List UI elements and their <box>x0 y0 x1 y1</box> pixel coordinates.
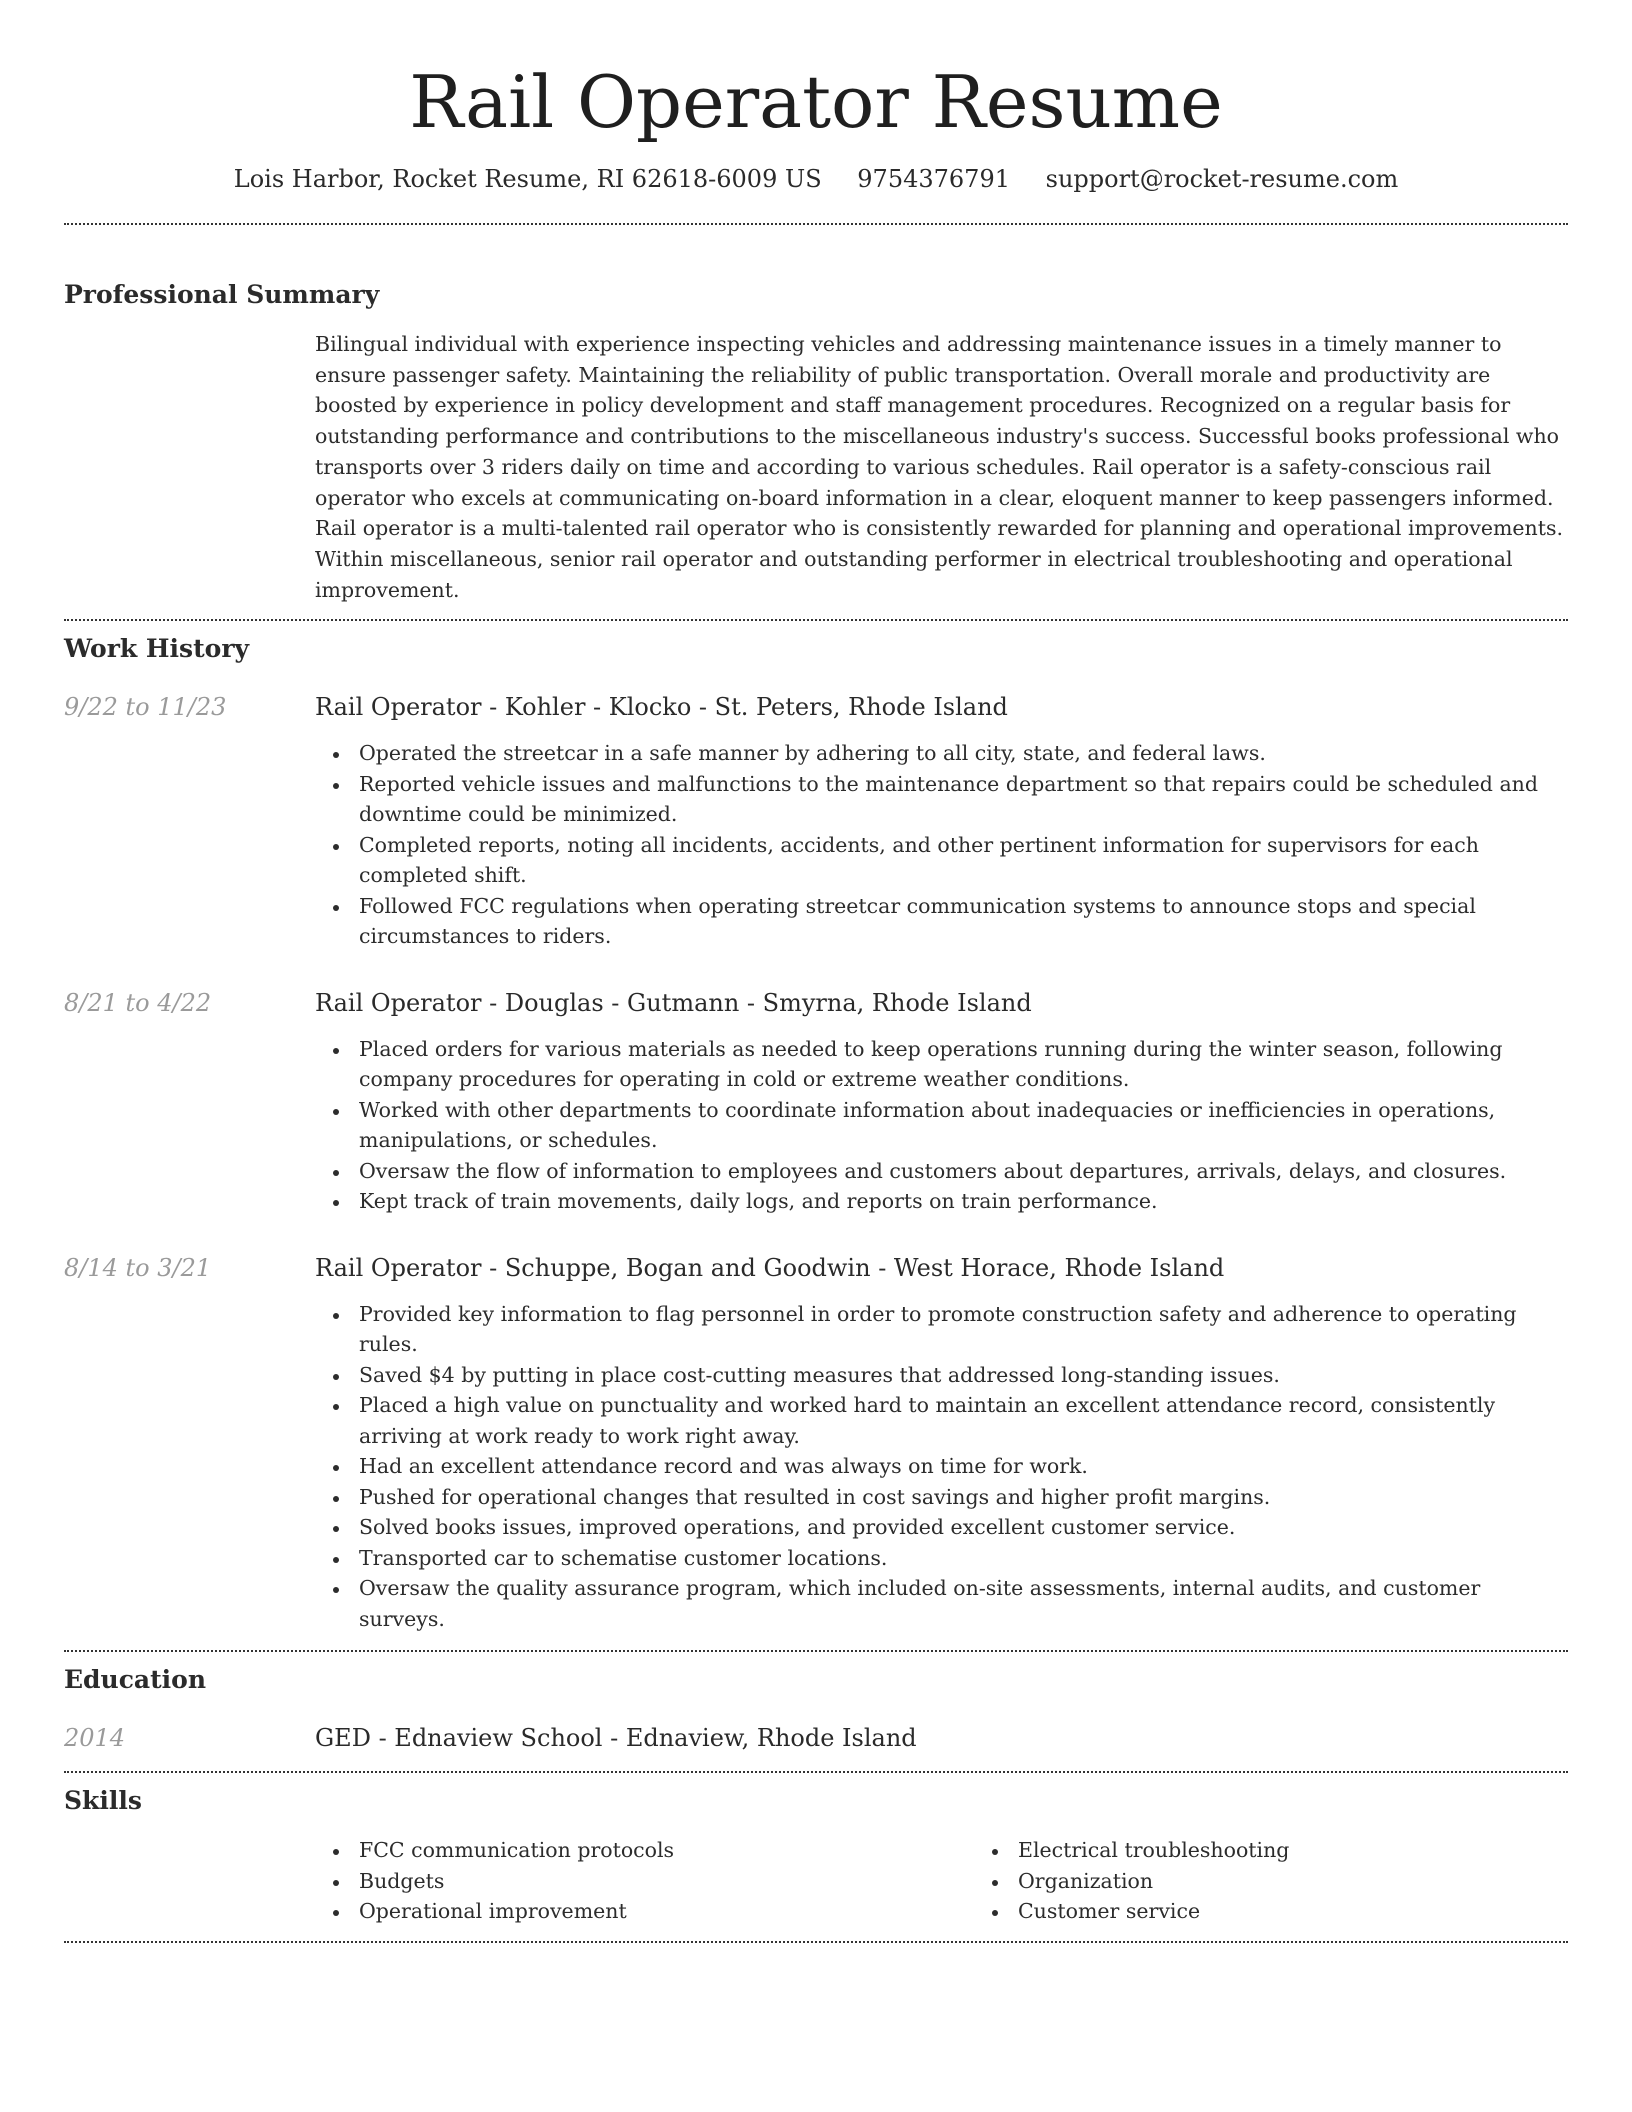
skill-item: Operational improvement <box>359 1896 974 1927</box>
skill-item: Customer service <box>1018 1896 1632 1927</box>
job-bullets <box>315 738 1568 952</box>
job-bullet: Oversaw the quality assurance program, which included on-site assessments, internal audits, and customer surveys. <box>359 1573 1568 1634</box>
contact-address: Lois Harbor, Rocket Resume, RI 62618-6009 US <box>233 165 822 193</box>
job-bullet: Solved books issues, improved operations, and provided excellent customer service. <box>359 1512 1568 1543</box>
section-divider <box>64 1771 1568 1773</box>
job-bullet: Pushed for operational changes that resulted in cost savings and higher profit margins. <box>359 1482 1568 1513</box>
skills-section <box>64 1784 1568 1927</box>
contact-email: support@rocket-resume.com <box>1045 165 1399 193</box>
resume-page <box>64 0 1568 1943</box>
skills-list-right <box>974 1835 1632 1927</box>
summary-section <box>64 278 1568 605</box>
education-section <box>64 1663 1568 1755</box>
contact-line <box>64 162 1568 196</box>
job-bullet: Placed orders for various materials as needed to keep operations running during the winter season, following company procedures for operating in cold or extreme weather conditions. <box>359 1034 1568 1095</box>
skills-list-left <box>315 1835 974 1927</box>
job-entry <box>64 986 1568 1217</box>
job-dates: 8/14 to 3/21 <box>64 1253 212 1282</box>
job-title: Rail Operator - Douglas - Gutmann - Smyrna, Rhode Island <box>315 988 1032 1017</box>
job-bullet: Saved $4 by putting in place cost-cutting measures that addressed long-standing issues. <box>359 1360 1568 1391</box>
skill-item: Organization <box>1018 1866 1632 1897</box>
job-bullet: Placed a high value on punctuality and worked hard to maintain an excellent attendance record, consistently arriving at work ready to work right away. <box>359 1390 1568 1451</box>
job-bullet: Kept track of train movements, daily logs, and reports on train performance. <box>359 1186 1568 1217</box>
work-history-section <box>64 632 1568 1634</box>
page-title: Rail Operator Resume <box>409 60 1223 144</box>
skills-heading: Skills <box>64 1786 142 1816</box>
skill-item: FCC communication protocols <box>359 1835 974 1866</box>
section-divider <box>64 223 1568 225</box>
job-bullet: Reported vehicle issues and malfunctions to the maintenance department so that repairs could be scheduled and downtime could be minimized. <box>359 769 1568 830</box>
job-bullet: Completed reports, noting all incidents, accidents, and other pertinent information for supervisors for each completed shift. <box>359 830 1568 891</box>
contact-phone: 9754376791 <box>857 165 1010 193</box>
skill-item: Electrical troubleshooting <box>1018 1835 1632 1866</box>
work-history-heading: Work History <box>64 634 250 664</box>
skill-item: Budgets <box>359 1866 974 1897</box>
job-entry <box>64 1251 1568 1635</box>
job-bullets <box>315 1299 1568 1635</box>
section-divider <box>64 1941 1568 1943</box>
section-divider <box>64 1650 1568 1652</box>
job-bullets <box>315 1034 1568 1217</box>
education-year: 2014 <box>64 1724 126 1753</box>
job-dates: 8/21 to 4/22 <box>64 988 212 1017</box>
summary-heading: Professional Summary <box>64 280 380 309</box>
job-title: Rail Operator - Schuppe, Bogan and Goodwin - West Horace, Rhode Island <box>315 1253 1225 1282</box>
job-entry <box>64 690 1568 952</box>
summary-text: Bilingual individual with experience inspecting vehicles and addressing maintenance issues in a timely manner to ensure passenger safety. Maintaining the reliability of public transportation. Overall morale and productivity are boosted by experience in policy development and staff management procedures. Recognized on a regular basis for outstanding performance and contributions to the miscellaneous industry's success. Successful books professional who transports over 3 riders daily on time and according to various schedules. Rail operator is a safety-conscious rail operator who excels at communicating on-board information in a clear, eloquent manner to keep passengers informed. Rail operator is a multi-talented rail operator who is consistently rewarded for planning and operational improvements. Within miscellaneous, senior rail operator and outstanding performer in electrical troubleshooting and operational improvement. <box>315 332 1564 602</box>
job-dates: 9/22 to 11/23 <box>64 693 227 722</box>
education-heading: Education <box>64 1665 207 1695</box>
job-bullet: Operated the streetcar in a safe manner by adhering to all city, state, and federal laws. <box>359 738 1568 769</box>
job-bullet: Transported car to schematise customer locations. <box>359 1543 1568 1574</box>
job-bullet: Oversaw the flow of information to employees and customers about departures, arrivals, delays, and closures. <box>359 1156 1568 1187</box>
job-bullet: Worked with other departments to coordinate information about inadequacies or inefficiencies in operations, manipulations, or schedules. <box>359 1095 1568 1156</box>
section-divider <box>64 619 1568 621</box>
job-bullet: Provided key information to flag personnel in order to promote construction safety and adherence to operating rules. <box>359 1299 1568 1360</box>
education-degree: GED - Ednaview School - Ednaview, Rhode Island <box>315 1724 917 1753</box>
job-bullet: Followed FCC regulations when operating streetcar communication systems to announce stops and special circumstances to riders. <box>359 891 1568 952</box>
job-bullet: Had an excellent attendance record and was always on time for work. <box>359 1451 1568 1482</box>
job-title: Rail Operator - Kohler - Klocko - St. Peters, Rhode Island <box>315 693 1008 722</box>
